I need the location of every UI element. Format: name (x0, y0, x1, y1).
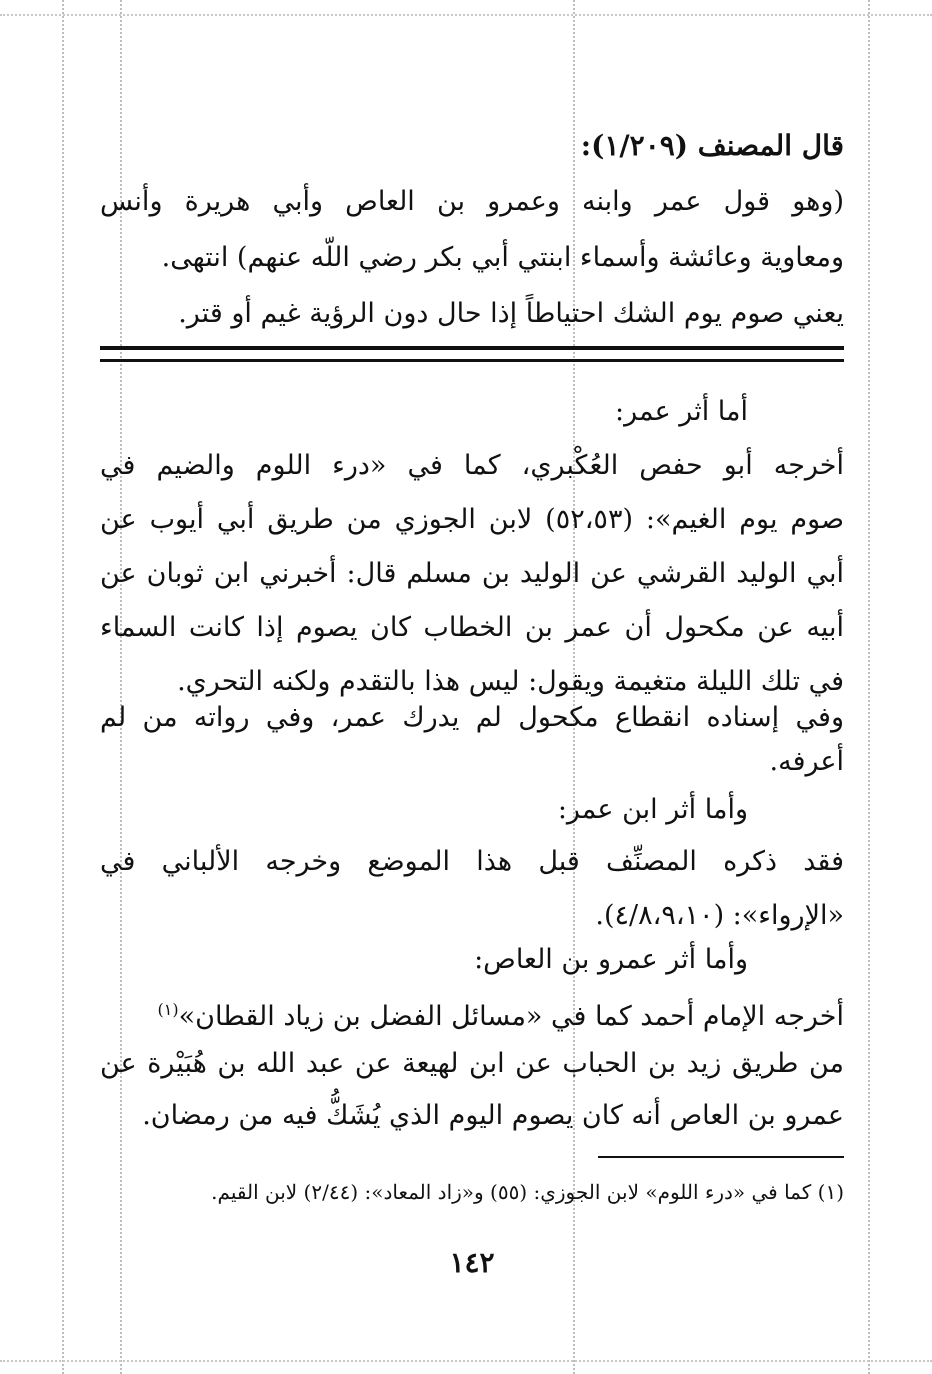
paragraph-line: وأما أثر عمرو بن العاص: (474, 944, 748, 975)
paragraph-line: في تلك الليلة متغيمة ويقول: ليس هذا بالتقدم ولكنه التحري. (177, 666, 844, 697)
footnote-text: (١) كما في «درء اللوم» لابن الجوزي: (٥٥) و«زاد المعاد»: (٢/٤٤) لابن القيم. (211, 1180, 844, 1204)
paragraph-line: وأما أثر ابن عمر: (557, 794, 748, 825)
paragraph-line (158, 992, 844, 1035)
scan-guide-line (0, 14, 932, 16)
paragraph-line: أخرجه أبو حفص العُكْبري، كما في «درء اللوم والضيم في (100, 450, 844, 481)
paragraph-text: أخرجه الإمام أحمد كما في «مسائل الفضل بن زياد القطان» (178, 1001, 844, 1032)
section-heading: قال المصنف (١/٢٠٩): (580, 129, 844, 162)
footnote-marker: (١) (157, 1000, 179, 1019)
page-number: ١٤٢ (449, 1246, 495, 1279)
quote-line: يعني صوم يوم الشك احتياطاً إذا حال دون الرؤية غيم أو قتر. (178, 298, 844, 329)
section-divider (100, 346, 844, 362)
paragraph-line: أبي الوليد القرشي عن الوليد بن مسلم قال: أخبرني ابن ثوبان عن (100, 558, 844, 589)
paragraph-line: من طريق زيد بن الحباب عن ابن لهيعة عن عبد الله بن هُبَيْرة عن (100, 1048, 844, 1079)
paragraph-line: أعرفه. (769, 746, 844, 777)
paragraph-line: «الإرواء»: (٤/٨،٩،١٠). (595, 900, 844, 931)
paragraph-line: صوم يوم الغيم»: (٥٢،٥٣) لابن الجوزي من طريق أبي أيوب عن (100, 504, 844, 535)
scan-guide-line (0, 1360, 932, 1362)
paragraph-line: فقد ذكره المصنِّف قبل هذا الموضع وخرجه الألباني في (100, 846, 844, 877)
paragraph-line: أما أثر عمر: (615, 396, 748, 427)
scan-guide-line (62, 0, 64, 1374)
paragraph-line: وفي إسناده انقطاع مكحول لم يدرك عمر، وفي رواته من لم (100, 702, 844, 733)
paragraph-line: أبيه عن مكحول أن عمر بن الخطاب كان يصوم إذا كانت السماء (100, 612, 844, 643)
quote-line: (وهو قول عمر وابنه وعمرو بن العاص وأبي هريرة وأنس (100, 186, 844, 217)
paragraph-line: عمرو بن العاص أنه كان يصوم اليوم الذي يُشَكُّ فيه من رمضان. (142, 1100, 844, 1131)
footnote-separator (598, 1156, 844, 1158)
quote-line: ومعاوية وعائشة وأسماء ابنتي أبي بكر رضي اللّه عنهم) انتهى. (161, 242, 844, 273)
scan-guide-line (868, 0, 870, 1374)
